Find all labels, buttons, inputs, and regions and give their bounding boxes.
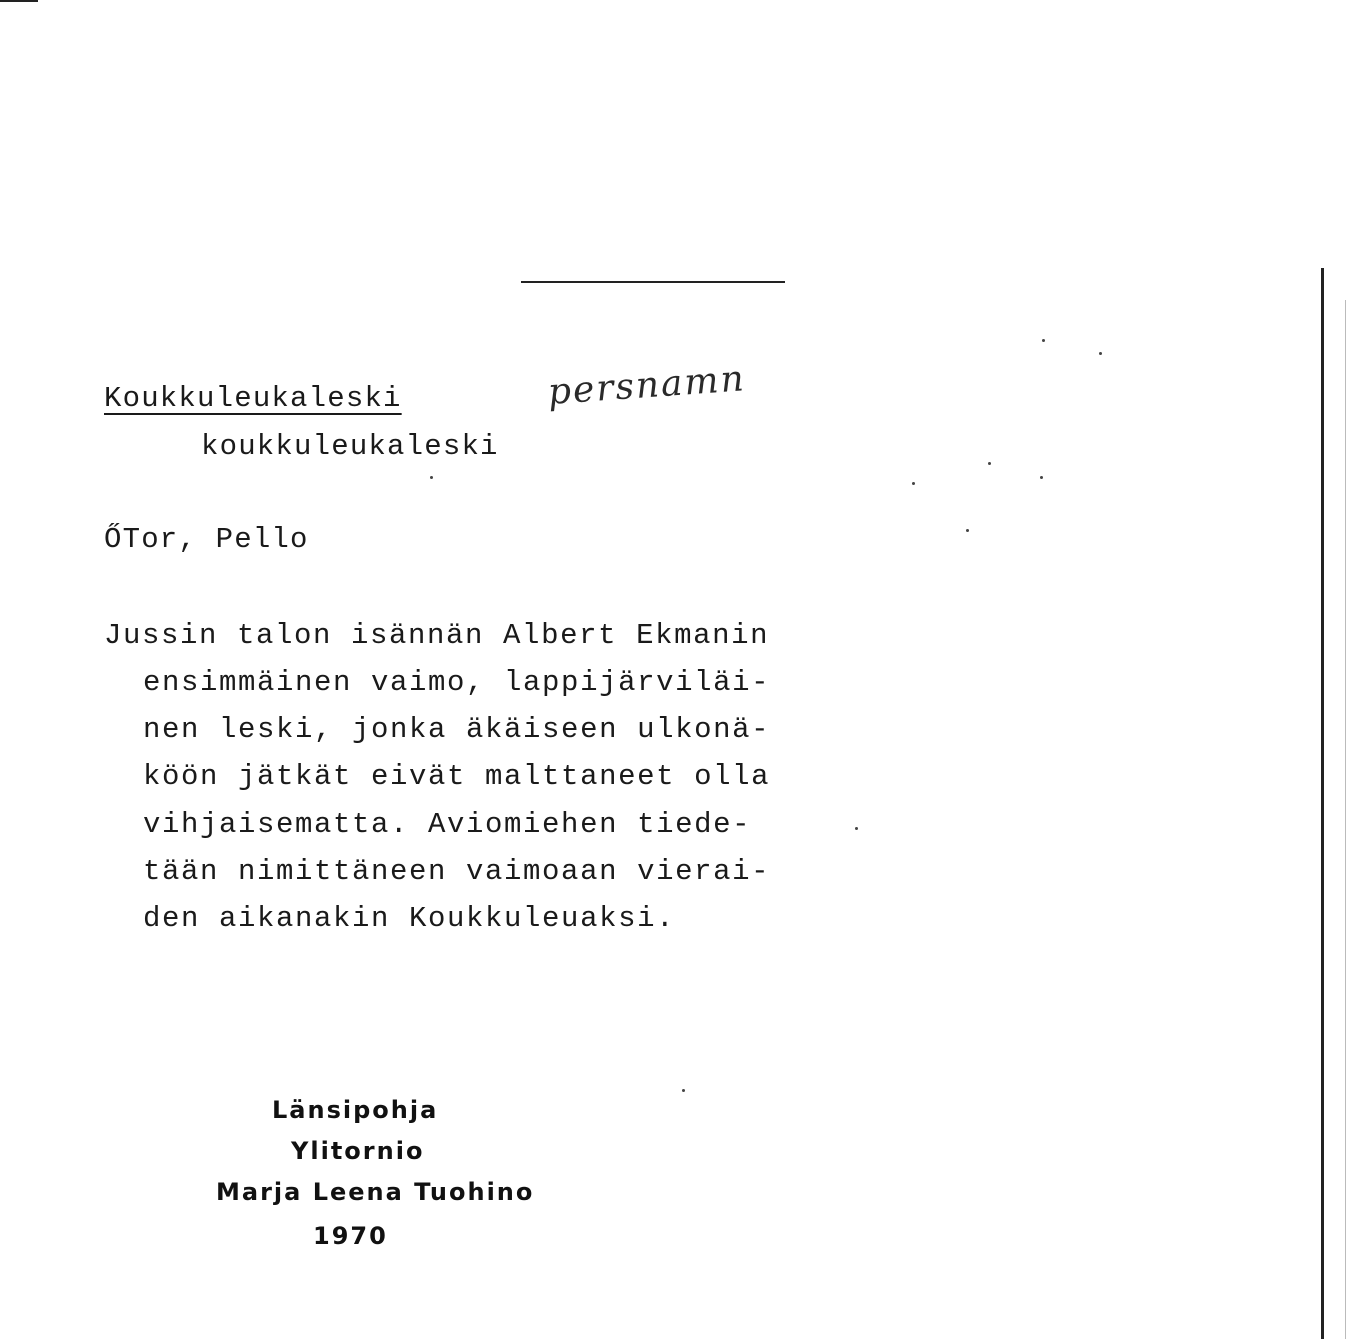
body-line: Jussin talon isännän Albert Ekmanin [104, 619, 770, 652]
body-line: den aikanakin Koukkuleuaksi. [143, 902, 676, 935]
stamp-collector: Marja Leena Tuohino [216, 1178, 535, 1206]
body-line: nen leski, jonka äkäiseen ulkonä- [143, 713, 771, 746]
scan-speck [1042, 339, 1045, 342]
stamp-year: 1970 [313, 1222, 388, 1250]
scan-speck [988, 462, 991, 465]
scan-speck [430, 476, 433, 479]
body-line: vihjaisematta. Aviomiehen tiede- [143, 808, 752, 841]
card-right-edge-shadow [1345, 300, 1346, 1339]
body-line: ensimmäinen vaimo, lappijärviläi- [143, 666, 771, 699]
card-right-edge [1321, 268, 1324, 1339]
scan-speck [966, 529, 969, 532]
normalized-headword: koukkuleukaleski [201, 430, 499, 463]
location: ŐTor, Pello [104, 523, 309, 556]
headword: Koukkuleukaleski [104, 382, 402, 415]
scan-speck [912, 482, 915, 485]
stamp-region: Länsipohja [272, 1096, 439, 1124]
corner-mark [0, 0, 38, 2]
handwritten-note: persnamn [546, 358, 747, 413]
body-line: köön jätkät eivät malttaneet olla [143, 760, 771, 793]
scan-speck [1040, 476, 1043, 479]
body-line: tään nimittäneen vaimoaan vierai- [143, 855, 771, 888]
scan-speck [682, 1089, 685, 1092]
stamp-parish: Ylitornio [291, 1137, 425, 1165]
scan-speck [1099, 352, 1102, 355]
scan-speck [855, 827, 858, 830]
top-rule [521, 281, 785, 283]
